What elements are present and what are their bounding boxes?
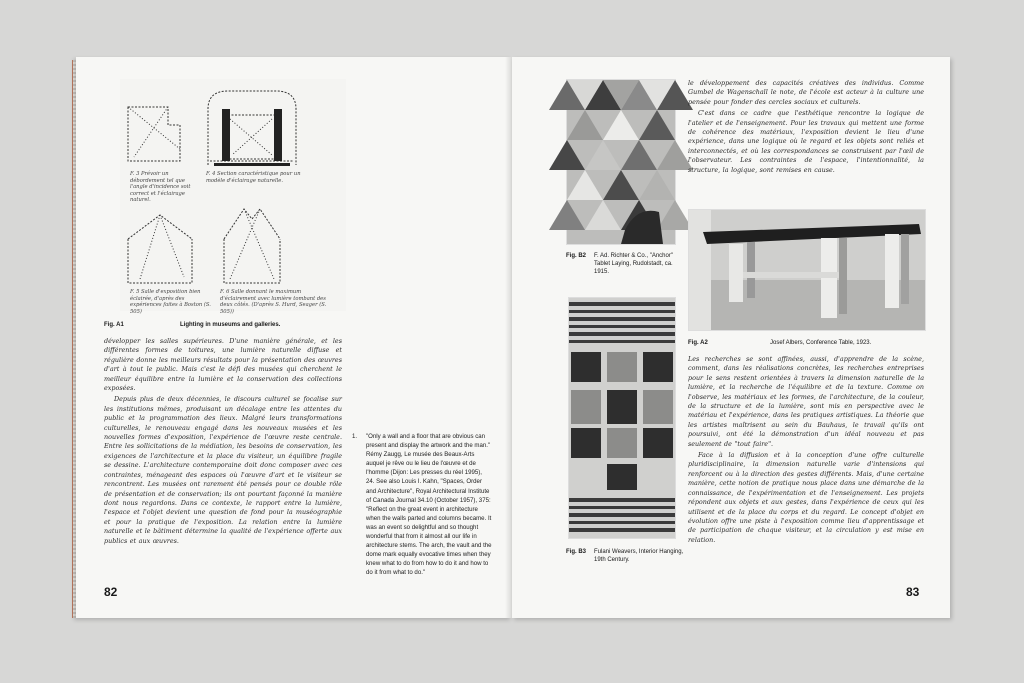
right-body-text-top xyxy=(688,79,924,205)
figure-b2-caption: F. Ad. Richter & Co., "Anchor" Tablet Laying, Rudolstadt, ca. 1915. xyxy=(594,253,673,275)
body-paragraph: Face à la diffusion et à la conception d'une offre culturelle pluridisciplinaire, la dimension naturelle varie d'intensions qui renforcent ou à la direction des gestes différents. Mais, d'une certaine manière, cette notion de pratique nous place dans une démarche de la connaissance, de l'expérimentation et de l'enseignement. Les projets répondent aux objets et aux gestes, dans l'expérience de ceux qui les utilisent et de la place du corps et du regard. Le concept d'objet en évolution offre une piste à l'exposition comme lieu d'apprentissage et de participation de chaque visiteur, et la circulation y est mise en relation. xyxy=(688,451,924,544)
footnote-text: "Only a wall and a floor that are obvious can present and display the artwork and the man." Rémy Zaugg, Le musée des Beaux-Arts auquel je rêve ou le lieu de l'œuvre et de l'homme (Dijon: Les presses du réel 1995), 24. See also Louis I. Kahn, "Spaces, Order and Architecture", Royal Architectural Institute of Canada Journal 34.10 (October 1957), 375: "Reflect on the great event in architecture when the walls parted and columns became. It was an event so delightful and so thought wonderful that from it almost all our life in architecture stems. The arch, the vault and the dome mark equally evocative times when they knew what to do from how to do it and how to do it from what to do." xyxy=(366,433,492,577)
footnote-number: 1. xyxy=(352,433,358,440)
figure-a1-label: Fig. A1 xyxy=(104,322,124,328)
body-paragraph: C'est dans ce cadre que l'esthétique rencontre la logique de l'atelier et de l'enseignement. Pour les travaux qui mettent une forme de cohérence des matériaux, l'exposition devient le lieu d'une expérience, dans une logique où le regard et les objets sont reliés et interconnectés, et où les correspondances se construisent par l'œil de l'observateur. Les contraintes de l'espace, l'intentionnalité, la structure, la logique, sont remises en cause. xyxy=(688,109,924,174)
body-paragraph: le développement des capacités créatives des individus. Comme Gumbel de Wagenschall le note, de l'école est acteur à la culture une pensée pour fonder des cercles sociaux et culturels. xyxy=(688,79,924,106)
figure-a2-caption: Josef Albers, Conference Table, 1923. xyxy=(770,340,872,346)
figure-a1-sub-f5: F. 5 Salle d'exposition bien éclairée, d'après des expériences faites à Boston (S. 505) xyxy=(130,289,211,315)
figure-a1-sub-f4: F. 4 Section caractéristique pour un modèle d'éclairage naturelle. xyxy=(206,171,301,184)
body-paragraph: Depuis plus de deux décennies, le discours culturel se focalise sur les institutions mêmes, produisant un décalage entre les attentes du public et la programmation des lieux. Malgré leurs transformations culturelles, le renouveau engagé dans les nouveaux musées et les nouvelles formes d'exposition, l'expérience de l'œuvre reste centrale. Entre les sollicitations de la médiation, les besoins de conservation, les exigences de l'architecture et la place du visiteur, un équilibre fragile se dessine. L'architecture contemporaine doit donc composer avec ces contraintes, ménageant des espaces où l'œuvre d'art et le visiteur se rencontrent. Les musées ont rarement été pensés pour ce double rôle de présentation et de conservation; ils ont pourtant façonné la manière dont nous regardons. Dans ce contexte, le rapport entre la lumière, l'espace et l'objet devient une question de fond pour la muséographie et pour la pratique de l'exposition. La relation entre la lumière naturelle et le bâtiment détermine la qualité de l'expérience offerte aux publics et aux œuvres. xyxy=(104,395,342,545)
page-number-left: 82 xyxy=(104,585,118,599)
figure-a2-image xyxy=(688,209,926,331)
figure-a1-diagrams xyxy=(120,79,346,315)
figure-a1-caption: Lighting in museums and galleries. xyxy=(180,322,281,328)
footnote xyxy=(352,432,492,578)
conference-table-photo xyxy=(689,210,925,330)
figure-b3-label: Fig. B3 xyxy=(566,549,587,555)
figure-a1-sub-f6: F. 6 Salle donnant le maximum d'éclairement avec lumière tombant des deux côtés. (D'après S. Hurd, Seager (S. 505)) xyxy=(220,289,327,315)
figure-b3-image xyxy=(568,297,676,539)
right-page xyxy=(512,57,950,618)
left-page xyxy=(76,57,512,618)
body-paragraph: développer les salles supérieures. D'une manière générale, et les différentes formes de toitures, une lumière naturelle diffuse et régulière donne les meilleurs résultats pour la présentation des œuvres d'art à tout le public. Mais c'est le défi des musées qui cherchent le meilleur équilibre entre la lumière et la conservation des collections exposées. xyxy=(104,337,342,393)
left-body-text xyxy=(104,337,342,569)
figure-a1-sub-f3: F. 3 Prévoir un débordement tel que l'angle d'incidence soit correct et l'éclairage naturel. xyxy=(130,171,191,203)
figure-b2-label: Fig. B2 xyxy=(566,253,587,259)
right-body-text-bottom xyxy=(688,355,924,569)
body-paragraph: Les recherches se sont affinées, aussi, d'apprendre de la scène, comment, dans les réalisations concrètes, les recherches entreprises pour le sens restent orientées à travers la dimension naturelle de la lumière, et la recherche de l'équilibre et de la texture. Comme on l'observe, les matériaux et les formes, de l'architecture, de la couleur, de la structure et de la lumière, sont mis en perspective avec le matériau et l'expérience, dans les pratiques artistiques. La théorie que les artistes maîtrisent au sein du Bauhaus, le travail qu'ils ont poursuivi, ont été la démonstration d'un idéal nouveau et pas seulement de "tout faire". xyxy=(688,355,924,448)
page-number-right: 83 xyxy=(906,585,920,599)
figure-b3-caption: Fulani Weavers, Interior Hanging, 19th Century. xyxy=(594,549,684,563)
figure-a2-label: Fig. A2 xyxy=(688,340,708,346)
triangle-tile-pattern xyxy=(567,80,675,244)
figure-b2-image xyxy=(566,79,676,245)
woven-textile-pattern xyxy=(569,298,675,538)
